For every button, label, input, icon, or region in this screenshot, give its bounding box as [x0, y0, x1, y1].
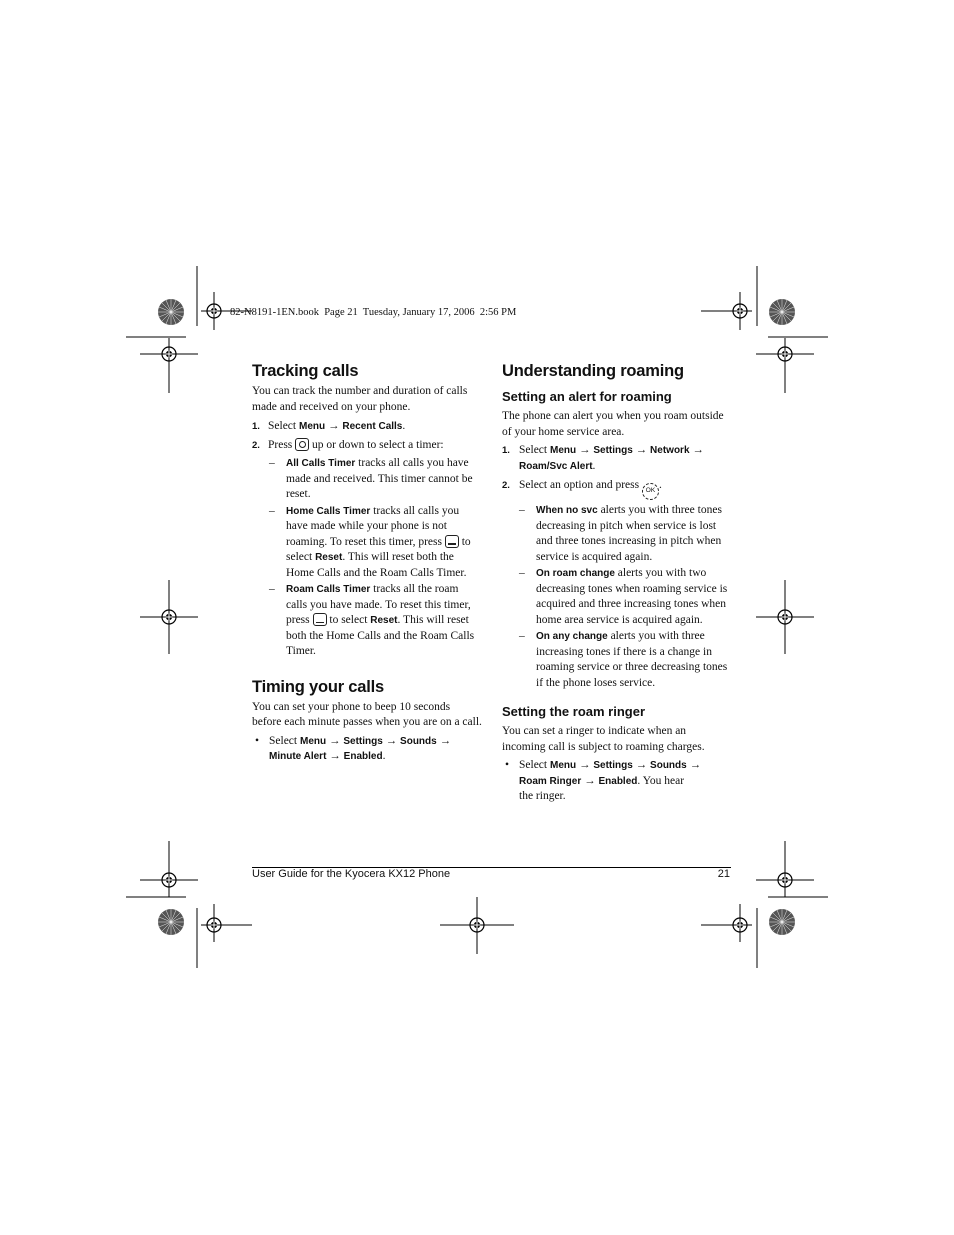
- ok-key-icon: OK: [642, 483, 659, 500]
- settings-label: Settings: [343, 735, 383, 747]
- arrow-icon: →: [692, 444, 704, 456]
- enabled-label: Enabled: [343, 751, 383, 762]
- dash: –: [519, 567, 525, 579]
- step-text: the ringer.: [519, 790, 566, 802]
- step-number: 2.: [502, 480, 510, 491]
- step-text: Select: [269, 734, 300, 747]
- desc: alerts you with three increasing tones if there is a change in roaming service or three decreasing tones if the phone loses service.: [536, 630, 728, 689]
- alert-step-2: [502, 478, 732, 500]
- ringer-intro: You can set a ringer to indicate when an incoming call is subject to roaming charges.: [502, 725, 705, 753]
- tracking-step-1: [252, 419, 482, 435]
- menu-label: Menu: [299, 735, 327, 747]
- alert-option-no-svc: [502, 503, 732, 565]
- bullet: •: [255, 734, 260, 747]
- section-title-timing: Timing your calls: [252, 677, 384, 696]
- step-text: up or down to select a timer:: [309, 438, 444, 451]
- alert-option-roam-change: [502, 566, 732, 628]
- step-number: 2.: [252, 439, 260, 451]
- recent-calls-label: Recent Calls: [342, 421, 403, 432]
- section-title-roaming: Understanding roaming: [502, 362, 684, 380]
- punct: .: [658, 479, 662, 491]
- arrow-icon: →: [635, 444, 648, 456]
- settings-label: Settings: [593, 445, 633, 456]
- arrow-icon: →: [327, 420, 340, 432]
- term: When no svc: [536, 505, 598, 516]
- network-label: Network: [650, 445, 690, 456]
- punct: .: [402, 420, 406, 432]
- alert-step-1: [502, 443, 732, 474]
- punct: .: [382, 750, 386, 762]
- desc: to select: [286, 535, 471, 563]
- reset-label: Reset: [370, 615, 398, 626]
- term: Roam Calls Timer: [286, 584, 371, 595]
- arrow-icon: →: [578, 759, 591, 771]
- step-text: Select: [519, 444, 550, 456]
- sounds-label: Sounds: [400, 735, 437, 747]
- section-title-tracking: Tracking calls: [252, 362, 359, 380]
- timer-option-all: [252, 456, 482, 503]
- punct: .: [592, 459, 596, 472]
- timer-option-home: [252, 504, 482, 582]
- softkey-icon: [313, 613, 327, 626]
- ringer-bullet: [502, 758, 732, 805]
- minute-alert-label: Minute Alert: [269, 751, 327, 762]
- roam-ringer-label: Roam Ringer: [519, 775, 582, 787]
- dash: –: [269, 583, 275, 595]
- arrow-icon: →: [385, 734, 398, 747]
- step-text: Select: [268, 420, 299, 432]
- step-text: Press: [268, 438, 296, 451]
- left-column: [252, 361, 482, 765]
- desc: tracks all calls you have made and received. This timer cannot be reset.: [286, 457, 473, 500]
- arrow-icon: →: [584, 774, 596, 787]
- desc: tracks all calls you have made while your phone is not roaming. To reset this timer, press: [286, 504, 460, 548]
- step-text: . You hear: [637, 774, 685, 787]
- timing-intro: You can set your phone to beep 10 seconds before each minute passes when you are on a call.: [252, 700, 482, 728]
- timer-option-roam: [252, 582, 482, 660]
- arrow-icon: →: [329, 750, 341, 762]
- settings-label: Settings: [593, 760, 633, 771]
- alert-option-any-change: [502, 629, 732, 691]
- step-text: Select an option and press: [519, 479, 642, 491]
- bullet: •: [505, 759, 510, 771]
- term: Home Calls Timer: [286, 505, 371, 517]
- dash: –: [269, 504, 275, 517]
- timing-bullet: [252, 734, 482, 765]
- footer-title: User Guide for the Kyocera KX12 Phone: [252, 868, 451, 880]
- desc: . This will reset both the Home Calls and the Roam Calls Timer.: [286, 614, 475, 657]
- term: On roam change: [536, 568, 615, 579]
- menu-label: Menu: [549, 760, 577, 771]
- dash: –: [519, 630, 525, 642]
- desc: . This will reset both the Home Calls and the Roam Calls Timer.: [286, 551, 467, 579]
- term: On any change: [536, 631, 608, 642]
- desc: to select: [326, 614, 371, 626]
- arrow-icon: →: [635, 759, 648, 771]
- roam-svc-alert-label: Roam/Svc Alert: [519, 460, 593, 472]
- step-text: Select: [519, 759, 550, 771]
- dash: –: [269, 457, 275, 469]
- right-column: [502, 361, 732, 805]
- tracking-intro: You can track the number and duration of calls made and received on your phone.: [252, 385, 468, 413]
- menu-label: Menu: [549, 445, 577, 456]
- arrow-icon: →: [439, 734, 452, 747]
- subsection-title-alert: Setting an alert for roaming: [502, 389, 672, 404]
- desc: alerts you with three tones decreasing in pitch when service is lost and three tones increasing in pitch when service is acquired again.: [536, 504, 722, 563]
- step-number: 1.: [252, 421, 260, 432]
- arrow-icon: →: [578, 444, 591, 456]
- dash: –: [519, 504, 525, 516]
- term: All Calls Timer: [286, 458, 356, 469]
- step-number: 1.: [502, 445, 510, 456]
- sounds-label: Sounds: [650, 760, 687, 771]
- navigation-key-icon: [295, 438, 309, 451]
- desc: alerts you with two decreasing tones when roaming service is acquired and three increasing tones when home area service is acquired again.: [536, 567, 728, 626]
- tracking-step-2: [252, 438, 482, 454]
- page-number: 21: [717, 868, 730, 880]
- desc: tracks all the roam calls you have made. To reset this timer, press: [286, 583, 471, 626]
- book-stamp: 82-N8191-1EN.book Page 21 Tuesday, January 17, 2006 2:56 PM: [230, 307, 517, 318]
- alert-intro: The phone can alert you when you roam outside of your home service area.: [502, 410, 724, 438]
- reset-label: Reset: [315, 552, 343, 563]
- enabled-label: Enabled: [598, 775, 638, 787]
- arrow-icon: →: [328, 734, 341, 747]
- arrow-icon: →: [689, 759, 702, 771]
- softkey-icon: [445, 535, 459, 548]
- subsection-title-ringer: Setting the roam ringer: [502, 704, 646, 719]
- menu-label: Menu: [298, 421, 326, 432]
